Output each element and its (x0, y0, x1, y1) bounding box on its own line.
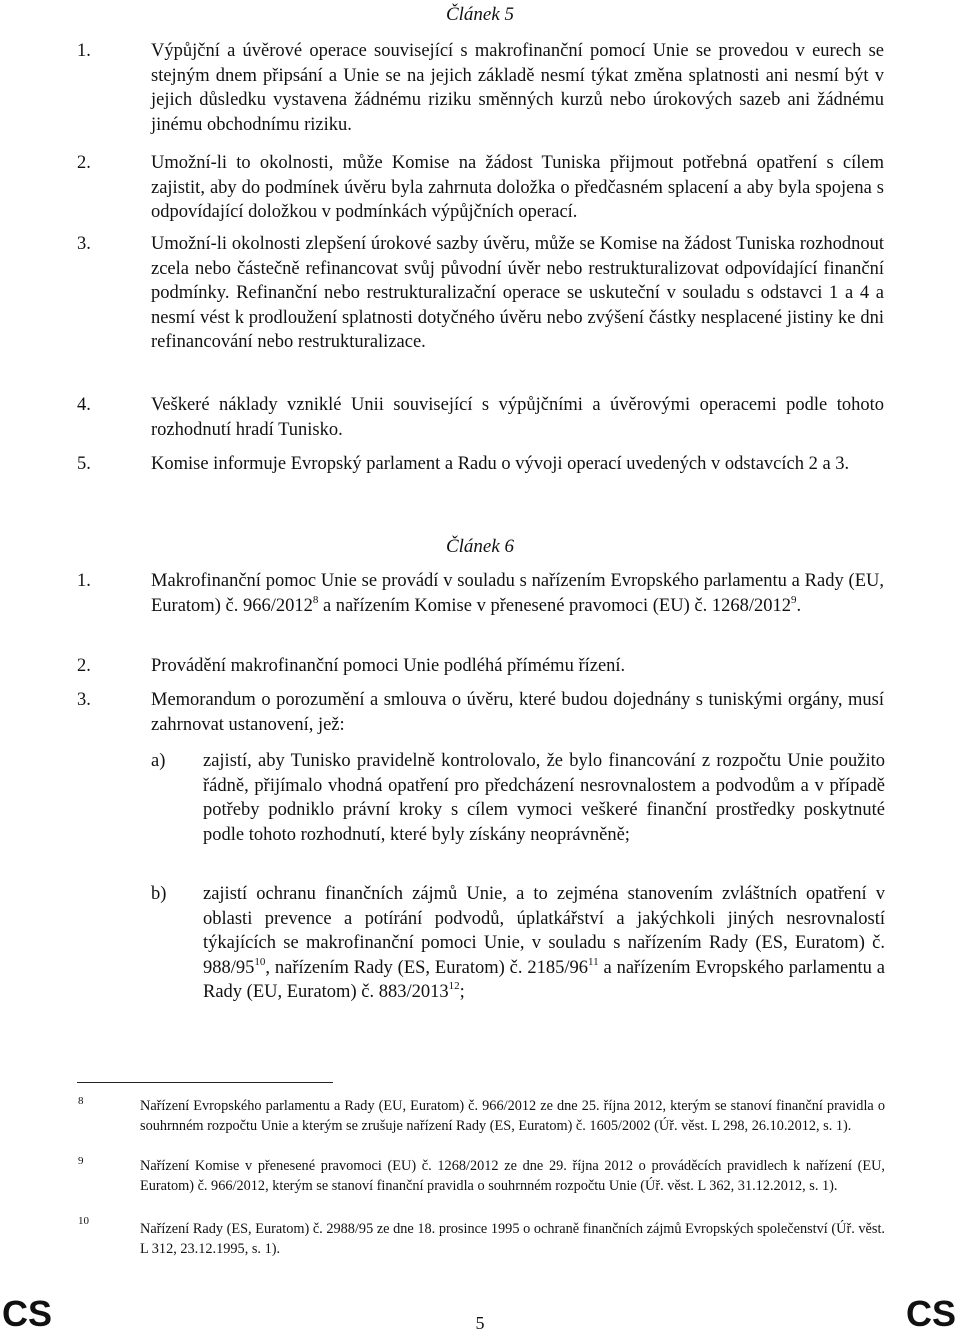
footnote-ref-10[interactable]: 10 (254, 955, 266, 968)
footnote-ref-11[interactable]: 11 (588, 955, 599, 968)
article-6-item-1-number: 1. (77, 571, 91, 591)
article-6-item-2-text: Provádění makrofinanční pomoci Unie podléhá přímému řízení. (151, 656, 626, 676)
article-6-heading: Článek 6 (445, 536, 515, 557)
footnote-10-text: Nařízení Rady (ES, Euratom) č. 2988/95 ze dne 18. prosince 1995 o ochraně finančních zájmů Evropských společenství (Úř. věst. L 312, 23.12.1995, s. 1). (140, 1221, 885, 1257)
article-5-heading: Článek 5 (445, 4, 515, 25)
article-5-item-1-text: Výpůjční a úvěrové operace související s makrofinanční pomocí Unie se provedou v eurech se stejným dnem připsání a Unie se na jejich základě nesmí týkat změna splatnosti ani nesmí být v jejich důsledku vystavena žádnému riziku směnných kurzů nebo úrokových sazeb ani žádnému jinému obchodnímu riziku. (151, 41, 884, 135)
article-5-item-5-number: 5. (77, 454, 91, 474)
footnote-ref-8[interactable]: 8 (312, 593, 319, 606)
article-6-item-3-text: Memorandum o porozumění a smlouva o úvěru, které budou dojednány s tuniskými orgány, musí zahrnovat ustanovení, jež: (151, 690, 884, 735)
article-5-item-5-text: Komise informuje Evropský parlament a Radu o vývoji operací uvedených v odstavcích 2 a 3. (151, 454, 850, 474)
page-number: 5 (475, 1313, 485, 1333)
footnote-separator (77, 1082, 333, 1083)
article-6-item-3-number: 3. (77, 690, 91, 710)
footnote-ref-12[interactable]: 12 (448, 980, 460, 993)
article-5-item-1-number: 1. (77, 41, 91, 61)
footnote-10-number: 10 (78, 1215, 89, 1227)
article-5-item-4-number: 4. (77, 395, 91, 415)
article-5-item-2-text: Umožní-li to okolnosti, může Komise na žádost Tuniska přijmout potřebná opatření s cílem zajistit, aby do podmínek úvěru byla zahrnuta doložka o předčasném splacení a aby byla spojena s odpovídající doložkou v podmínkách výpůjčních operací. (151, 153, 884, 223)
article-5-item-2-number: 2. (77, 153, 91, 173)
article-5-item-3-text: Umožní-li okolnosti zlepšení úrokové sazby úvěru, může se Komise na žádost Tuniska rozhodnout zcela nebo částečně refinancovat svůj původní úvěr nebo restrukturalizovat odpovídající finanční podmínky. Refinanční nebo restrukturalizační operace se uskuteční v souladu s odstavci 1 a 4 a nesmí vést k prodloužení splatnosti dotyčného úvěru nebo zvýšení částky nesplacené jistiny ke dni refinancování nebo restrukturalizace. (151, 234, 884, 353)
footer-language-code-left: CS (2, 1293, 53, 1334)
subpoint-a-text: zajistí, aby Tunisko pravidelně kontrolovalo, že bylo financování z rozpočtu Unie použito řádně, přijímalo vhodná opatření pro předcházení nesrovnalostem a podvodům a v případě potřeby podniklo právní kroky s cílem vymoci veškeré finanční prostředky poskytnuté podle tohoto rozhodnutí, které byly získány neoprávněně; (203, 751, 885, 845)
article-6-item-1-text: Makrofinanční pomoc Unie se provádí v souladu s nařízením Evropského parlamentu a Rady (EU, Euratom) č. 966/2012$^8$ a nařízením Komise v přenesené pravomoci (EU) č. 1268/2012$^9$. (151, 571, 884, 616)
footnote-9-text: Nařízení Komise v přenesené pravomoci (EU) č. 1268/2012 ze dne 29. října 2012 o prováděcích pravidlech k nařízení (EU, Euratom) č. 966/2012, kterým se stanoví finanční pravidla o souhrnném rozpočtu Unie (Úř. věst. L 362, 31.12.2012, s. 1). (140, 1158, 885, 1194)
article-5-item-4-text: Veškeré náklady vzniklé Unii související s výpůjčními a úvěrovými operacemi podle tohoto rozhodnutí hradí Tunisko. (151, 395, 884, 440)
footnote-8-text: Nařízení Evropského parlamentu a Rady (EU, Euratom) č. 966/2012 ze dne 25. října 2012, kterým se stanoví finanční pravidla o souhrnném rozpočtu Unie a kterým se zrušuje nařízení Rady (ES, Euratom) č. 1605/2002 (Úř. věst. L 298, 26.10.2012, s. 1). (140, 1098, 885, 1134)
article-5-item-3-number: 3. (77, 234, 91, 254)
footnote-9-number: 9 (78, 1155, 84, 1167)
footnote-ref-9[interactable]: 9 (790, 593, 797, 606)
article-6-item-2-number: 2. (77, 656, 91, 676)
subpoint-a-label: a) (151, 751, 166, 771)
footer-language-code-right: CS (905, 1293, 956, 1334)
subpoint-b-text: zajistí ochranu finančních zájmů Unie, a to zejména stanovením zvláštních opatření v oblasti prevence a potírání podvodů, úplatkářství a jakýchkoli jiných nesrovnalostí týkajících se makrofinanční pomoci Unie, v souladu s nařízením Rady (ES, Euratom) č. $988/95^{10}$, nařízením Rady (ES, Euratom) č. $2185/96^{11}$ a nařízením Evropského parlamentu a Rady (EU, Euratom) č. 883/2013$^{12}$; (203, 884, 885, 1003)
footnote-8-number: 8 (78, 1095, 84, 1107)
subpoint-b-label: b) (151, 884, 167, 904)
